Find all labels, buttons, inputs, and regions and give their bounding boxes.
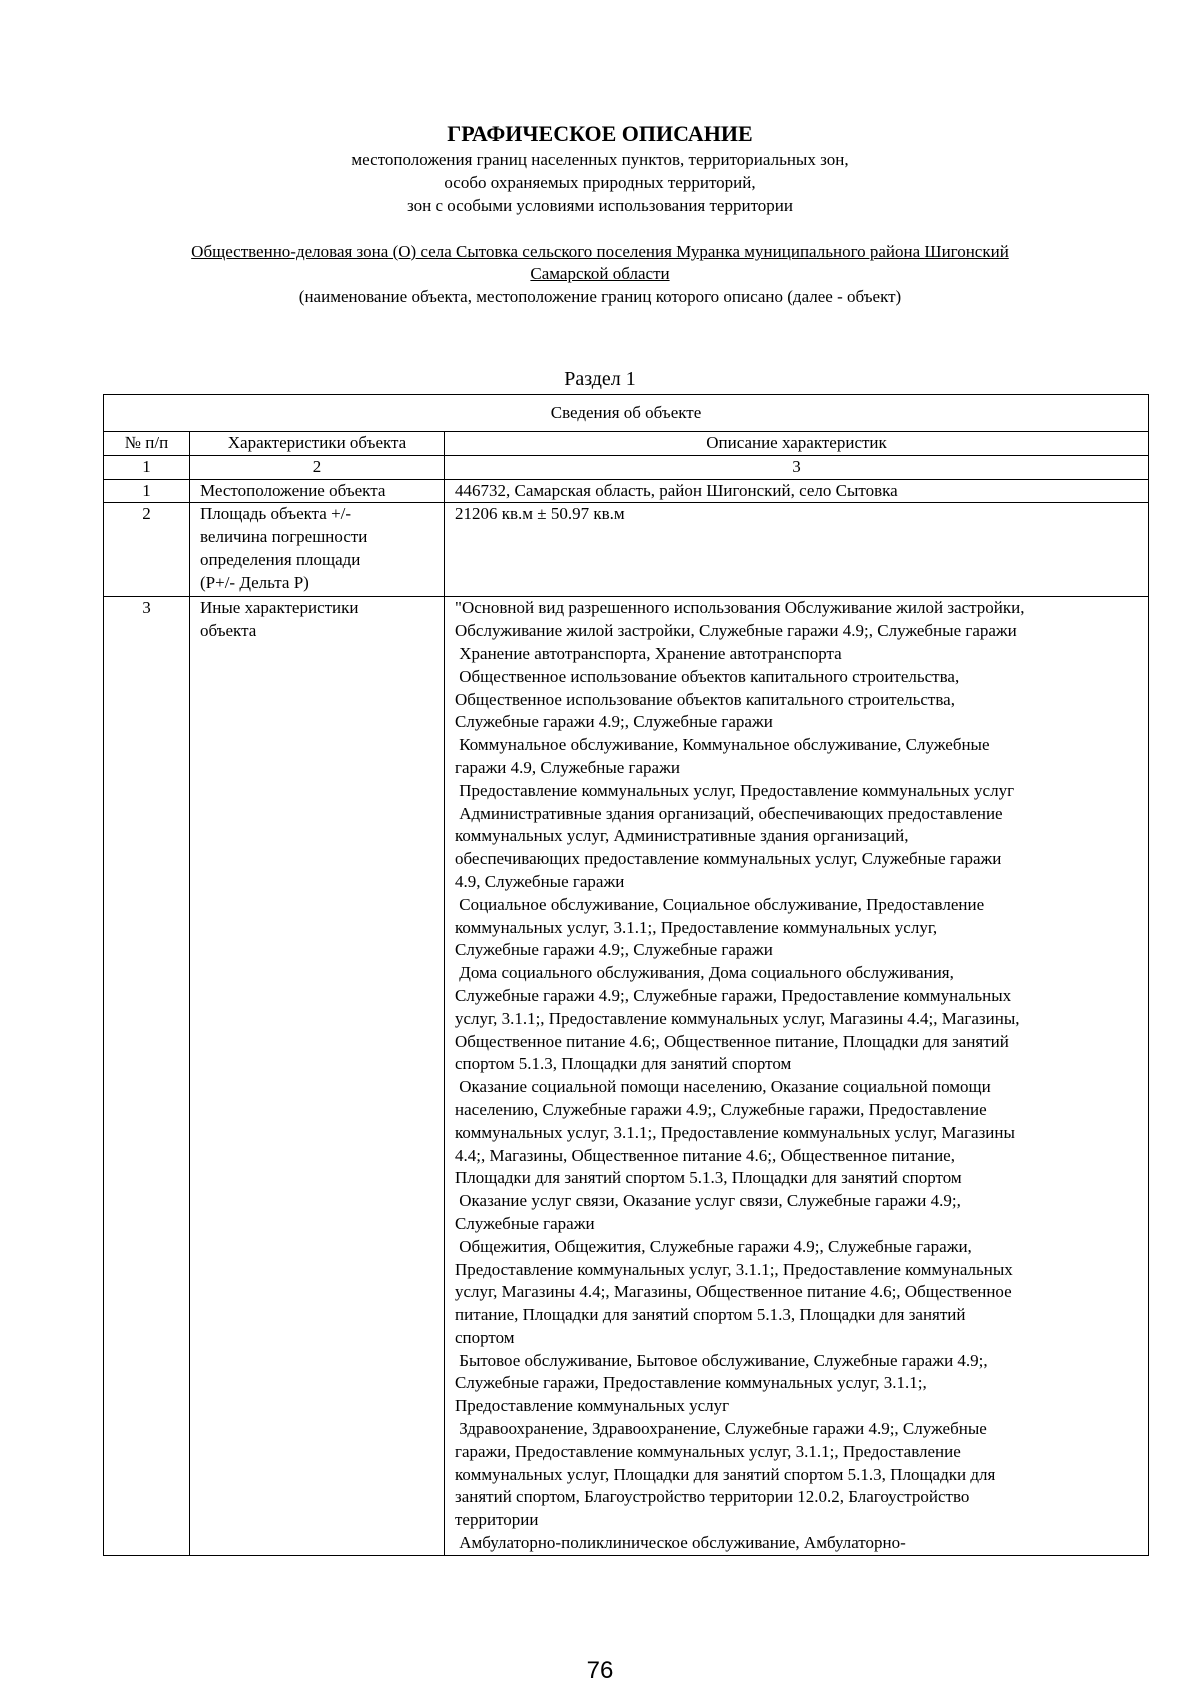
subtitle-line: местоположения границ населенных пунктов, территориальных зон, (351, 150, 849, 169)
description-line: Предоставление коммунальных услуг, Предоставление коммунальных услуг (455, 780, 1015, 800)
characteristic-line: Площадь объекта +/- (200, 504, 352, 524)
description-line: Социальное обслуживание, Социальное обслуживание, Предоставление (455, 894, 985, 914)
description-line: 4.9, Служебные гаражи (455, 871, 625, 891)
description-line: Служебные гаражи (455, 1213, 595, 1233)
description-line: Общежития, Общежития, Служебные гаражи 4.9;, Служебные гаражи, (455, 1236, 972, 1256)
object-name (100, 241, 1100, 285)
description-line: коммунальных услуг, 3.1.1;, Предоставление коммунальных услуг, Магазины (455, 1122, 1015, 1142)
description-line: гаражи, Предоставление коммунальных услуг, 3.1.1;, Предоставление (455, 1441, 961, 1461)
characteristic-line: величина погрешности (200, 527, 368, 547)
column-header-num: № п/п (104, 432, 190, 456)
description-line: Дома социального обслуживания, Дома социального обслуживания, (455, 963, 954, 983)
description-line: занятий спортом, Благоустройство территории 12.0.2, Благоустройство (455, 1487, 970, 1507)
description-line: Предоставление коммунальных услуг (455, 1396, 730, 1416)
description-line: Общественное питание 4.6;, Общественное питание, Площадки для занятий (455, 1031, 1009, 1051)
object-name-line: Самарской области (530, 264, 670, 283)
description-line: Бытовое обслуживание, Бытовое обслуживание, Служебные гаражи 4.9;, (455, 1350, 988, 1370)
description-line: Оказание услуг связи, Оказание услуг связи, Служебные гаражи 4.9;, (455, 1191, 961, 1211)
description-line: Общественное использование объектов капитального строительства, (455, 666, 960, 686)
description-line: Предоставление коммунальных услуг, 3.1.1;, Предоставление коммунальных (455, 1259, 1013, 1279)
document-title: ГРАФИЧЕСКОЕ ОПИСАНИЕ (447, 121, 753, 146)
row-characteristic (190, 597, 445, 1555)
row-number: 1 (104, 479, 190, 503)
column-header-description: Описание характеристик (445, 432, 1149, 456)
characteristic-line: объекта (200, 621, 257, 641)
row-characteristic (190, 503, 445, 597)
section-title: Раздел 1 (564, 368, 636, 390)
characteristic-line: Местоположение объекта (200, 480, 386, 500)
characteristic-line: (Р+/- Дельта Р) (200, 572, 309, 592)
characteristic-line: определения площади (200, 549, 361, 569)
description-line: Площадки для занятий спортом 5.1.3, Площадки для занятий спортом (455, 1168, 962, 1188)
description-line: территории (455, 1510, 539, 1530)
row-number: 3 (104, 597, 190, 1555)
description-line: Хранение автотранспорта, Хранение автотранспорта (455, 643, 842, 663)
description-line: Служебные гаражи 4.9;, Служебные гаражи, Предоставление коммунальных (455, 985, 1012, 1005)
table-row (104, 479, 1149, 503)
description-line: услуг, Магазины 4.4;, Магазины, Общественное питание 4.6;, Общественное (455, 1282, 1012, 1302)
subtitle-line: особо охраняемых природных территорий, (444, 173, 756, 192)
column-header-characteristic: Характеристики объекта (190, 432, 445, 456)
description-line: "Основной вид разрешенного использования Обслуживание жилой застройки, (455, 598, 1025, 618)
description-line: обеспечивающих предоставление коммунальных услуг, Служебные гаражи (455, 849, 1002, 869)
characteristic-line: Иные характеристики (200, 598, 359, 618)
description-line: Общественное использование объектов капитального строительства, (455, 689, 955, 709)
object-info-table (103, 394, 1149, 1556)
description-line: коммунальных услуг, Административные здания организаций, (455, 826, 909, 846)
description-line: населению, Служебные гаражи 4.9;, Служебные гаражи, Предоставление (455, 1099, 987, 1119)
description-line: услуг, 3.1.1;, Предоставление коммунальных услуг, Магазины 4.4;, Магазины, (455, 1008, 1020, 1028)
description-line: коммунальных услуг, Площадки для занятий спортом 5.1.3, Площадки для (455, 1464, 996, 1484)
description-line: 4.4;, Магазины, Общественное питание 4.6;, Общественное питание, (455, 1145, 955, 1165)
row-description (445, 597, 1149, 1555)
description-line: Служебные гаражи, Предоставление коммунальных услуг, 3.1.1;, (455, 1373, 927, 1393)
description-line: Амбулаторно-поликлиническое обслуживание, Амбулаторно- (455, 1533, 906, 1553)
row-description (445, 503, 1149, 597)
description-line: Оказание социальной помощи населению, Оказание социальной помощи (455, 1077, 991, 1097)
description-line: гаражи 4.9, Служебные гаражи (455, 757, 680, 777)
description-line: Служебные гаражи 4.9;, Служебные гаражи (455, 940, 773, 960)
description-line: спортом (455, 1327, 515, 1347)
description-line: Здравоохранение, Здравоохранение, Служебные гаражи 4.9;, Служебные (455, 1419, 987, 1439)
description-line: 446732, Самарская область, район Шигонский, село Сытовка (455, 480, 898, 500)
column-number: 3 (445, 455, 1149, 479)
page-number: 76 (586, 1657, 614, 1684)
column-number: 1 (104, 455, 190, 479)
subtitle-line: зон с особыми условиями использования территории (407, 196, 793, 215)
description-line: Административные здания организаций, обеспечивающих предоставление (455, 803, 1003, 823)
object-name-line: Общественно-деловая зона (О) села Сытовка сельского поселения Муранка муниципального района Шигонский (191, 242, 1009, 261)
description-line: Обслуживание жилой застройки, Служебные гаражи 4.9;, Служебные гаражи (455, 621, 1017, 641)
description-line: питание, Площадки для занятий спортом 5.1.3, Площадки для занятий (455, 1305, 966, 1325)
column-number: 2 (190, 455, 445, 479)
row-number: 2 (104, 503, 190, 597)
description-line: коммунальных услуг, 3.1.1;, Предоставление коммунальных услуг, (455, 917, 938, 937)
description-line: спортом 5.1.3, Площадки для занятий спортом (455, 1054, 792, 1074)
description-line: Служебные гаражи 4.9;, Служебные гаражи (455, 712, 773, 732)
row-description (445, 479, 1149, 503)
table-title: Сведения об объекте (104, 395, 1149, 432)
object-caption: (наименование объекта, местоположение границ которого описано (далее - объект) (298, 287, 902, 306)
table-row (104, 503, 1149, 597)
table-row (104, 597, 1149, 1555)
row-characteristic (190, 479, 445, 503)
description-line: 21206 кв.м ± 50.97 кв.м (455, 504, 625, 524)
description-line: Коммунальное обслуживание, Коммунальное обслуживание, Служебные (455, 735, 990, 755)
